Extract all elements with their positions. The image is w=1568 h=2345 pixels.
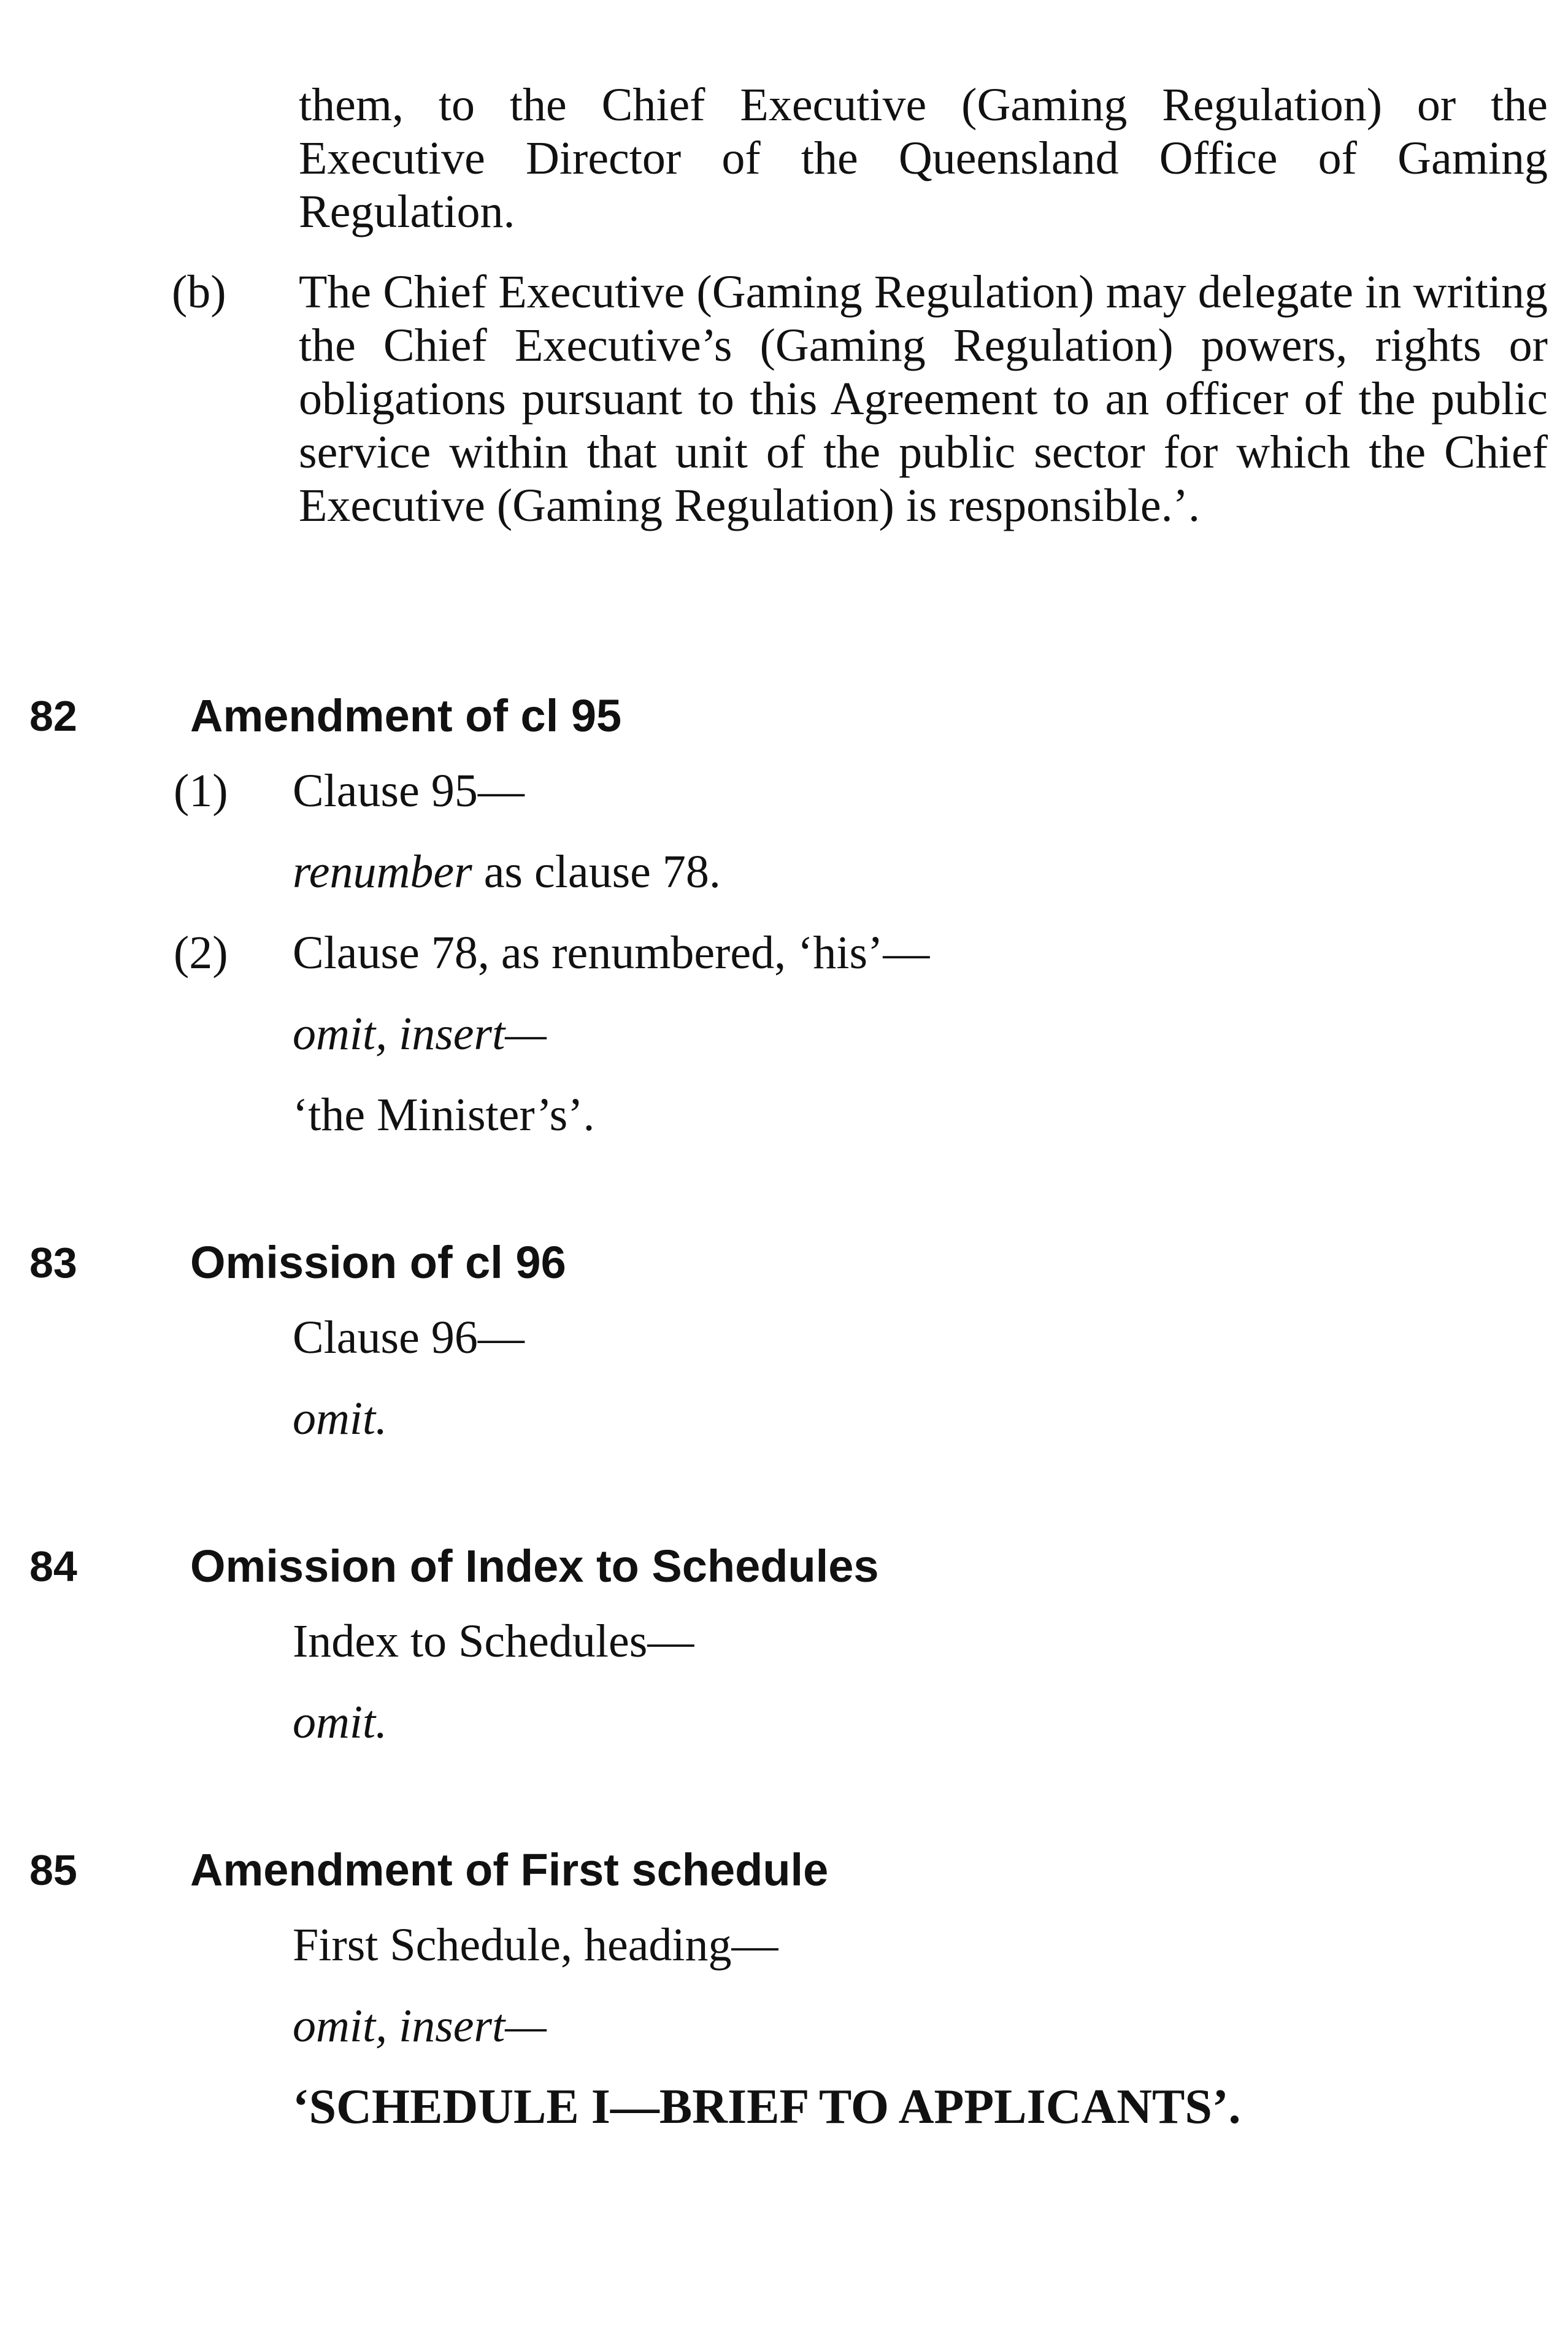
amendment-instruction: First Schedule, heading— — [293, 1919, 778, 1971]
section-number: 83 — [29, 1239, 77, 1287]
amendment-action: omit. — [293, 1696, 388, 1748]
amendment-action: omit, insert— — [293, 2000, 547, 2052]
amendment-instruction: Clause 78, as renumbered, ‘his’— — [293, 927, 930, 979]
paragraph-b-text: The Chief Executive (Gaming Regulation) may delegate in writing the Chief Executive’s (Gaming Regulation) powers, rights or obligations pursuant to this Agreement to an officer of the public service within that unit of the public sector for which the Chief Executive (Gaming Regulation) is responsible.’. — [299, 266, 1548, 531]
section-heading: Omission of cl 96 — [190, 1237, 566, 1288]
section-number: 84 — [29, 1542, 77, 1590]
paragraph-b-label: (b) — [172, 266, 226, 318]
amendment-action — [293, 844, 721, 899]
section-heading: Omission of Index to Schedules — [190, 1541, 879, 1592]
amendment-action: omit, insert— — [293, 1008, 547, 1060]
continuation-paragraph: them, to the Chief Executive (Gaming Regulation) or the Executive Director of the Queensland Office of Gaming Regulation. — [299, 79, 1548, 237]
subsection-label: (1) — [174, 765, 228, 817]
section-number: 82 — [29, 692, 77, 740]
amendment-action-rest: as clause 78. — [472, 846, 721, 898]
amendment-action: omit. — [293, 1393, 388, 1444]
inserted-text: ‘the Minister’s’. — [293, 1089, 595, 1141]
subsection-label: (2) — [174, 927, 228, 979]
amendment-instruction: Clause 96— — [293, 1312, 525, 1363]
section-heading: Amendment of cl 95 — [190, 690, 622, 741]
section-number: 85 — [29, 1846, 77, 1894]
amendment-instruction: Index to Schedules— — [293, 1615, 694, 1667]
section-heading: Amendment of First schedule — [190, 1844, 829, 1895]
inserted-text: ‘SCHEDULE I—BRIEF TO APPLICANTS’. — [293, 2080, 1241, 2134]
amendment-action-italic: renumber — [293, 846, 472, 898]
amendment-instruction: Clause 95— — [293, 765, 525, 817]
